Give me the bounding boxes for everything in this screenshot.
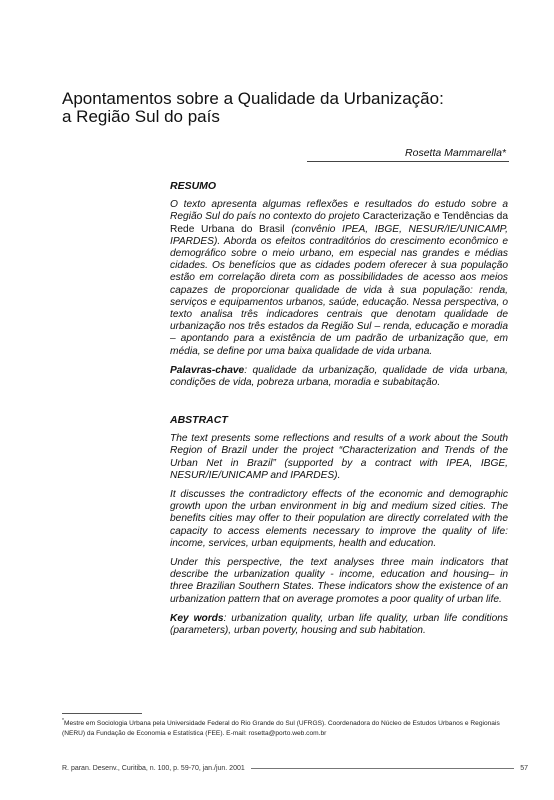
footer-citation: R. paran. Desenv., Curitiba, n. 100, p. 59-70, jan./jun. 2001 [62,765,245,772]
abstract-heading: ABSTRACT [170,414,228,426]
footnote-text: Mestre em Sociologia Urbana pela Universidade Federal do Rio Grande do Sul (UFRGS). Coordenadora do Núcleo de Estudos Urbanos e Regionais (NERU) da Fundação de Economia e Estatística (FEE). E-mail: rosetta@porto.web.com.br [62,720,500,738]
footnote [62,716,512,739]
abstract-paragraph-2: It discusses the contradictory effects of the economic and demographic growth upon the urban environment in big and medium sized cities. The benefits cities may offer to their population are directly correlated with the capacity to access elements necessary to improve the quality of life: income, services, urban equipments, health and education. [170,489,508,549]
resumo-text-c: (convênio IPEA, IBGE, NESUR/IE/UNICAMP, IPARDES). Aborda os efeitos contraditórios do crescimento econômico e demográfico sobre o meio urbano, em especial nas grandes e médias cidades. Os benefícios que as cidades podem oferecer à sua população estão em correlação direta com as possibilidades de acesso aos meios capazes de proporcionar qualidade de vida à sua população: renda, serviços e equipamentos urbanos, saúde, educação. Nessa perspectiva, o texto analisa três indicadores centrais que denotam qualidade de urbanização nos três estados da Região Sul – renda, educação e moradia – apontando para a existência de um padrão de urbanização que, em média, se define por uma baixa qualidade de vida urbana. [170,223,508,357]
resumo-text-a: O texto apresenta algumas reflexões e resultados do estudo sobre a Região Sul do país no contexto do projeto [170,199,508,223]
page-footer [62,765,528,772]
abstract-paragraph-3: Under this perspective, the text analyses three main indicators that describe the urbanization quality - income, education and housing– in three Brazilian Southern States. These indicators show the existence of an urbanization pattern that on average promotes a poor quality of urban life. [170,557,508,605]
abstract-keywords-label: Key words [170,612,224,624]
page-number: 57 [520,765,528,772]
footnote-marker: * [62,718,64,724]
resumo-keywords [170,365,508,389]
footnote-divider [62,713,142,714]
abstract-keywords [170,613,508,637]
resumo-paragraph [170,199,508,358]
resumo-section [170,180,508,389]
author-name: Rosetta Mammarella* [405,147,506,159]
article-title [62,90,502,126]
title-line-2: a Região Sul do país [62,107,220,126]
title-line-1: Apontamentos sobre a Qualidade da Urbanização: [62,89,444,108]
author-divider [307,161,509,162]
abstract-section [170,414,508,637]
resumo-heading: RESUMO [170,180,217,192]
resumo-project-name: Caracterização e Tendências da Rede Urbana do Brasil [170,211,508,235]
abstract-paragraph-1: The text presents some reflections and results of a work about the South Region of Brazil under the project “Characterization and Trends of the Urban Net in Brazil” (supported by a contract with IPEA, IBGE, NESUR/IE/UNICAMP and IPARDES). [170,433,508,481]
footer-rule [251,768,514,769]
abstract-keywords-text: : urbanization quality, urban life quality, urban life conditions (parameters), urban poverty, housing and sub habitation. [170,612,508,637]
resumo-keywords-text: : qualidade da urbanização, qualidade de vida urbana, condições de vida, pobreza urbana, moradia e subabitação. [170,364,508,389]
resumo-keywords-label: Palavras-chave [170,364,245,376]
